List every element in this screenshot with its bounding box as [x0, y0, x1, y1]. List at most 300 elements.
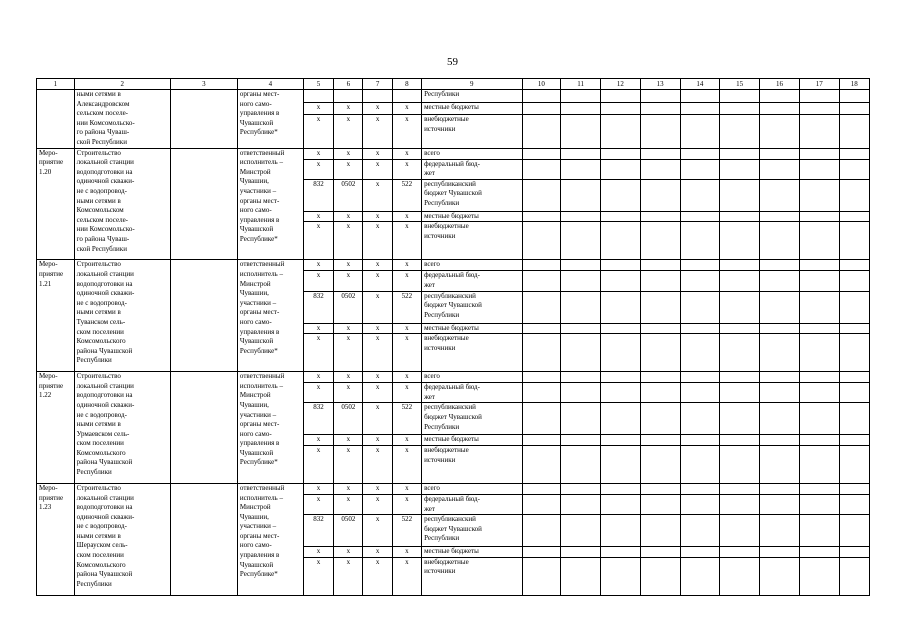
value-cell — [799, 547, 839, 558]
code-cell: x — [392, 260, 421, 271]
header-cell: 9 — [422, 79, 522, 90]
value-cell — [561, 494, 601, 514]
value-cell — [760, 435, 800, 446]
value-cell — [601, 260, 641, 271]
value-cell — [799, 383, 839, 403]
funding-source: всего — [422, 148, 522, 159]
value-cell — [760, 179, 800, 211]
value-cell — [720, 103, 760, 115]
funding-source: республиканский бюджет Чувашской Республики — [422, 403, 522, 435]
value-cell — [839, 90, 869, 103]
page-number: 59 — [447, 56, 458, 68]
value-cell — [601, 445, 641, 483]
value-cell — [839, 222, 869, 260]
funding-source: внебюджетные источники — [422, 445, 522, 483]
code-cell: 522 — [392, 515, 421, 547]
value-cell — [799, 159, 839, 179]
value-cell — [601, 291, 641, 323]
value-cell — [720, 483, 760, 494]
value-cell — [680, 211, 720, 222]
value-cell — [522, 103, 561, 115]
value-cell — [839, 271, 869, 291]
code-cell — [303, 90, 333, 103]
value-cell — [760, 114, 800, 148]
value-cell — [522, 291, 561, 323]
value-cell — [760, 291, 800, 323]
value-cell — [720, 403, 760, 435]
value-cell — [640, 334, 680, 372]
code-cell: x — [334, 435, 363, 446]
code-cell: x — [363, 291, 392, 323]
header-cell: 4 — [237, 79, 303, 90]
measure-label: Меро- приятие 1.22 — [37, 372, 75, 484]
code-cell: x — [363, 403, 392, 435]
executor: ответственный исполнитель – Минстрой Чувашии, участники – органы мест- ного само- управления в Чувашской Республике* — [237, 372, 303, 484]
funding-source: федеральный бюд- жет — [422, 271, 522, 291]
code-cell: x — [392, 148, 421, 159]
value-cell — [720, 90, 760, 103]
header-cell: 15 — [720, 79, 760, 90]
code-cell: x — [363, 483, 392, 494]
value-cell — [760, 372, 800, 383]
code-cell: x — [392, 222, 421, 260]
value-cell — [640, 114, 680, 148]
code-cell: 832 — [303, 179, 333, 211]
measure-name: ными сетями в Александровском сельском поселе- нии Комсомольско- го района Чуваш- ской Республики — [74, 90, 170, 149]
value-cell — [760, 515, 800, 547]
header-cell: 6 — [334, 79, 363, 90]
value-cell — [720, 114, 760, 148]
value-cell — [760, 211, 800, 222]
value-cell — [561, 435, 601, 446]
value-cell — [720, 159, 760, 179]
code-cell: x — [363, 547, 392, 558]
code-cell: x — [303, 435, 333, 446]
header-cell: 16 — [760, 79, 800, 90]
value-cell — [561, 103, 601, 115]
measure-label: Меро- приятие 1.21 — [37, 260, 75, 372]
value-cell — [640, 557, 680, 595]
value-cell — [561, 271, 601, 291]
header-cell: 2 — [74, 79, 170, 90]
code-cell: x — [303, 260, 333, 271]
value-cell — [680, 547, 720, 558]
header-cell: 5 — [303, 79, 333, 90]
header-cell: 10 — [522, 79, 561, 90]
funding-source: республиканский бюджет Чувашской Республики — [422, 291, 522, 323]
value-cell — [522, 159, 561, 179]
code-cell: x — [334, 271, 363, 291]
code-cell: x — [363, 260, 392, 271]
value-cell — [601, 383, 641, 403]
value-cell — [839, 114, 869, 148]
value-cell — [640, 445, 680, 483]
value-cell — [720, 291, 760, 323]
value-cell — [640, 103, 680, 115]
value-cell — [640, 271, 680, 291]
funding-source: всего — [422, 372, 522, 383]
code-cell: 522 — [392, 179, 421, 211]
value-cell — [839, 403, 869, 435]
value-cell — [640, 494, 680, 514]
value-cell — [601, 211, 641, 222]
value-cell — [522, 179, 561, 211]
value-cell — [680, 445, 720, 483]
value-cell — [561, 334, 601, 372]
value-cell — [522, 494, 561, 514]
value-cell — [680, 372, 720, 383]
header-cell: 7 — [363, 79, 392, 90]
value-cell — [522, 114, 561, 148]
code-cell: x — [363, 148, 392, 159]
code-cell: 522 — [392, 403, 421, 435]
value-cell — [522, 323, 561, 334]
header-cell: 12 — [601, 79, 641, 90]
code-cell: x — [334, 483, 363, 494]
funding-source: местные бюджеты — [422, 323, 522, 334]
code-cell: x — [303, 271, 333, 291]
code-cell: x — [363, 114, 392, 148]
value-cell — [561, 114, 601, 148]
value-cell — [601, 323, 641, 334]
value-cell — [522, 222, 561, 260]
empty-cell — [170, 90, 237, 149]
code-cell: x — [392, 323, 421, 334]
value-cell — [601, 483, 641, 494]
value-cell — [839, 148, 869, 159]
value-cell — [760, 323, 800, 334]
code-cell: x — [392, 435, 421, 446]
code-cell: x — [303, 494, 333, 514]
code-cell: x — [392, 557, 421, 595]
code-cell: x — [334, 547, 363, 558]
value-cell — [601, 271, 641, 291]
header-cell: 13 — [640, 79, 680, 90]
value-cell — [680, 291, 720, 323]
header-row — [37, 79, 870, 90]
value-cell — [640, 148, 680, 159]
value-cell — [760, 271, 800, 291]
funding-source: местные бюджеты — [422, 435, 522, 446]
code-cell: x — [334, 383, 363, 403]
code-cell: x — [334, 159, 363, 179]
funding-source: федеральный бюд- жет — [422, 159, 522, 179]
value-cell — [561, 372, 601, 383]
value-cell — [522, 445, 561, 483]
code-cell: x — [392, 445, 421, 483]
value-cell — [561, 445, 601, 483]
value-cell — [522, 372, 561, 383]
value-cell — [799, 372, 839, 383]
table-row — [37, 372, 870, 383]
funding-source: всего — [422, 483, 522, 494]
value-cell — [760, 334, 800, 372]
value-cell — [799, 445, 839, 483]
value-cell — [839, 334, 869, 372]
code-cell: x — [303, 372, 333, 383]
code-cell: x — [392, 211, 421, 222]
value-cell — [561, 179, 601, 211]
value-cell — [760, 159, 800, 179]
value-cell — [799, 557, 839, 595]
value-cell — [522, 334, 561, 372]
funding-source: внебюджетные источники — [422, 114, 522, 148]
header-cell: 14 — [680, 79, 720, 90]
funding-source: внебюджетные источники — [422, 222, 522, 260]
value-cell — [680, 260, 720, 271]
program-table — [36, 78, 870, 596]
value-cell — [640, 483, 680, 494]
value-cell — [601, 90, 641, 103]
measure-name: Строительство локальной станции водоподготовки на одиночной скважи- не с водопровод- ными сетями в Туванском сель- ском поселении Комсомольского района Чувашской Республики — [74, 260, 170, 372]
code-cell: 522 — [392, 291, 421, 323]
value-cell — [799, 515, 839, 547]
value-cell — [680, 271, 720, 291]
value-cell — [680, 494, 720, 514]
code-cell: x — [392, 159, 421, 179]
code-cell: x — [363, 372, 392, 383]
value-cell — [799, 483, 839, 494]
header-cell: 17 — [799, 79, 839, 90]
value-cell — [522, 260, 561, 271]
value-cell — [720, 211, 760, 222]
value-cell — [760, 547, 800, 558]
value-cell — [522, 547, 561, 558]
value-cell — [720, 271, 760, 291]
value-cell — [601, 148, 641, 159]
value-cell — [561, 260, 601, 271]
value-cell — [561, 403, 601, 435]
value-cell — [720, 494, 760, 514]
value-cell — [601, 222, 641, 260]
value-cell — [839, 323, 869, 334]
value-cell — [839, 159, 869, 179]
code-cell: x — [334, 114, 363, 148]
value-cell — [561, 159, 601, 179]
funding-source: местные бюджеты — [422, 547, 522, 558]
value-cell — [640, 260, 680, 271]
value-cell — [680, 383, 720, 403]
executor: ответственный исполнитель – Минстрой Чувашии, участники – органы мест- ного само- управления в Чувашской Республике* — [237, 483, 303, 595]
value-cell — [680, 159, 720, 179]
value-cell — [760, 445, 800, 483]
value-cell — [640, 372, 680, 383]
code-cell: x — [334, 148, 363, 159]
funding-source: местные бюджеты — [422, 103, 522, 115]
code-cell: x — [303, 383, 333, 403]
value-cell — [680, 483, 720, 494]
value-cell — [522, 211, 561, 222]
code-cell: x — [303, 103, 333, 115]
value-cell — [799, 103, 839, 115]
value-cell — [839, 103, 869, 115]
code-cell: x — [334, 211, 363, 222]
value-cell — [720, 334, 760, 372]
value-cell — [680, 179, 720, 211]
value-cell — [760, 403, 800, 435]
code-cell: x — [334, 260, 363, 271]
code-cell: x — [303, 114, 333, 148]
value-cell — [799, 494, 839, 514]
header-cell: 18 — [839, 79, 869, 90]
value-cell — [640, 323, 680, 334]
code-cell: x — [392, 103, 421, 115]
value-cell — [601, 159, 641, 179]
value-cell — [839, 435, 869, 446]
value-cell — [720, 445, 760, 483]
code-cell — [363, 90, 392, 103]
value-cell — [561, 90, 601, 103]
value-cell — [799, 323, 839, 334]
value-cell — [561, 291, 601, 323]
value-cell — [561, 515, 601, 547]
value-cell — [839, 445, 869, 483]
executor: органы мест- ного само- управления в Чувашской Республике* — [237, 90, 303, 149]
header-cell: 11 — [561, 79, 601, 90]
value-cell — [760, 90, 800, 103]
code-cell: x — [334, 334, 363, 372]
value-cell — [680, 148, 720, 159]
header-cell: 8 — [392, 79, 421, 90]
value-cell — [720, 547, 760, 558]
funding-source: федеральный бюд- жет — [422, 383, 522, 403]
value-cell — [839, 291, 869, 323]
code-cell: x — [363, 159, 392, 179]
code-cell: x — [334, 494, 363, 514]
funding-source: федеральный бюд- жет — [422, 494, 522, 514]
code-cell: x — [363, 515, 392, 547]
value-cell — [760, 483, 800, 494]
code-cell: x — [303, 547, 333, 558]
value-cell — [561, 557, 601, 595]
value-cell — [760, 260, 800, 271]
code-cell: x — [303, 211, 333, 222]
value-cell — [680, 334, 720, 372]
funding-source: внебюджетные источники — [422, 334, 522, 372]
funding-source: Республики — [422, 90, 522, 103]
measure-name: Строительство локальной станции водоподготовки на одиночной скважи- не с водопровод- ными сетями в Шерауском сель- ском поселении Комсомольского района Чувашской Республики — [74, 483, 170, 595]
funding-source: республиканский бюджет Чувашской Республики — [422, 179, 522, 211]
value-cell — [640, 435, 680, 446]
table-row — [37, 260, 870, 271]
funding-source: внебюджетные источники — [422, 557, 522, 595]
header-cell: 1 — [37, 79, 75, 90]
code-cell: x — [363, 334, 392, 372]
code-cell: x — [334, 445, 363, 483]
value-cell — [640, 159, 680, 179]
value-cell — [601, 435, 641, 446]
value-cell — [640, 222, 680, 260]
value-cell — [839, 547, 869, 558]
code-cell: x — [334, 323, 363, 334]
value-cell — [601, 494, 641, 514]
funding-source: всего — [422, 260, 522, 271]
value-cell — [680, 103, 720, 115]
measure-name: Строительство локальной станции водоподготовки на одиночной скважи- не с водопровод- ными сетями в Урмаевском сель- ском поселении Комсомольского района Чувашской Республики — [74, 372, 170, 484]
code-cell: x — [363, 445, 392, 483]
value-cell — [561, 323, 601, 334]
code-cell: 0502 — [334, 403, 363, 435]
value-cell — [640, 403, 680, 435]
value-cell — [720, 557, 760, 595]
code-cell: x — [334, 103, 363, 115]
value-cell — [760, 383, 800, 403]
value-cell — [640, 547, 680, 558]
code-cell: x — [303, 445, 333, 483]
code-cell: x — [363, 383, 392, 403]
code-cell: x — [363, 435, 392, 446]
code-cell: 0502 — [334, 291, 363, 323]
code-cell: x — [392, 483, 421, 494]
code-cell — [392, 90, 421, 103]
value-cell — [720, 383, 760, 403]
value-cell — [522, 383, 561, 403]
code-cell: 0502 — [334, 179, 363, 211]
value-cell — [760, 494, 800, 514]
value-cell — [680, 403, 720, 435]
code-cell: x — [363, 211, 392, 222]
code-cell: x — [392, 383, 421, 403]
value-cell — [839, 372, 869, 383]
value-cell — [601, 547, 641, 558]
value-cell — [601, 403, 641, 435]
value-cell — [561, 148, 601, 159]
value-cell — [839, 557, 869, 595]
empty-cell — [170, 372, 237, 484]
value-cell — [640, 515, 680, 547]
value-cell — [799, 260, 839, 271]
value-cell — [522, 515, 561, 547]
value-cell — [799, 435, 839, 446]
table-row — [37, 90, 870, 103]
value-cell — [720, 515, 760, 547]
value-cell — [601, 179, 641, 211]
value-cell — [799, 222, 839, 260]
value-cell — [680, 323, 720, 334]
value-cell — [839, 494, 869, 514]
code-cell: 832 — [303, 291, 333, 323]
value-cell — [522, 483, 561, 494]
header-cell: 3 — [170, 79, 237, 90]
value-cell — [799, 114, 839, 148]
measure-label: Меро- приятие 1.23 — [37, 483, 75, 595]
funding-source: местные бюджеты — [422, 211, 522, 222]
code-cell: x — [303, 334, 333, 372]
value-cell — [522, 90, 561, 103]
funding-source: республиканский бюджет Чувашской Республики — [422, 515, 522, 547]
value-cell — [522, 271, 561, 291]
value-cell — [720, 148, 760, 159]
code-cell: 832 — [303, 403, 333, 435]
table-row — [37, 483, 870, 494]
code-cell: x — [363, 179, 392, 211]
value-cell — [522, 435, 561, 446]
code-cell: x — [303, 148, 333, 159]
value-cell — [839, 515, 869, 547]
code-cell: x — [363, 557, 392, 595]
value-cell — [799, 179, 839, 211]
value-cell — [680, 557, 720, 595]
code-cell: x — [303, 159, 333, 179]
value-cell — [680, 222, 720, 260]
table-row — [37, 148, 870, 159]
value-cell — [839, 260, 869, 271]
value-cell — [760, 148, 800, 159]
value-cell — [839, 179, 869, 211]
code-cell: x — [392, 547, 421, 558]
code-cell: x — [303, 323, 333, 334]
value-cell — [601, 114, 641, 148]
